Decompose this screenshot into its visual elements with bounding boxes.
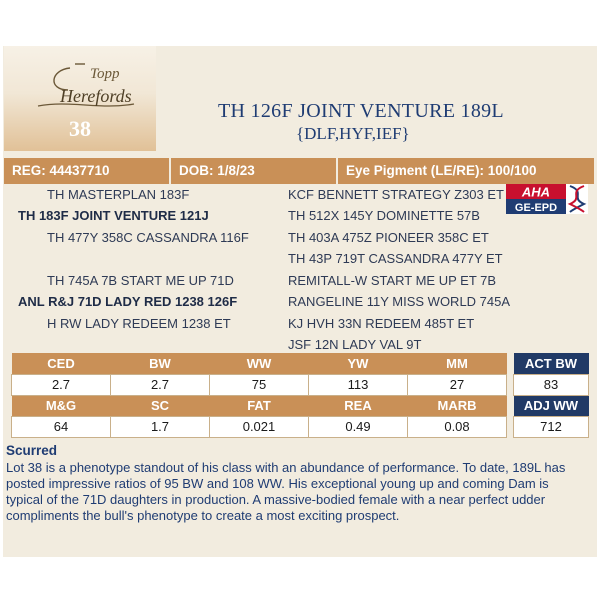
aha-badge-bottom-text: GE-EPD [514,202,558,214]
act-bw-label: ACT BW [514,353,589,374]
aha-ge-epd-badge [506,184,588,214]
date-of-birth: DOB: 1/8/23 [171,158,338,184]
epd-value-cell: 1.7 [111,416,210,437]
epd-header-cell: BW [111,353,210,374]
pedigree-sire: TH 183F JOINT VENTURE 121J [18,208,209,223]
pedigree-dam-dam: H RW LADY REDEEM 1238 ET [47,316,231,331]
act-bw-value: 83 [514,374,589,395]
epd-value-row [12,374,507,395]
epd-header-row [12,395,507,416]
aha-badge-top-text: AHA [521,184,551,200]
polled-status: Scurred [6,443,58,458]
pedigree-dam-sire: TH 745A 7B START ME UP 71D [47,273,234,288]
animal-designations: {DLF,HYF,IEF} [296,124,410,143]
epd-header-cell: WW [210,353,309,374]
epd-value-cell: 0.08 [408,416,507,437]
pedigree-ancestor: TH 43P 719T CASSANDRA 477Y ET [288,251,503,266]
pedigree-dam: ANL R&J 71D LADY RED 1238 126F [18,294,238,309]
adj-ww-value: 712 [514,416,589,437]
epd-header-row [12,353,507,374]
registration-number: REG: 44437710 [4,158,171,184]
epd-header-cell: YW [309,353,408,374]
epd-value-cell: 2.7 [12,374,111,395]
pedigree-ancestor: TH 403A 475Z PIONEER 358C ET [288,230,489,245]
lot-number: 38 [69,116,91,141]
pedigree-sire-sire: TH MASTERPLAN 183F [47,187,190,202]
info-bar [4,158,594,184]
epd-value-cell: 0.021 [210,416,309,437]
epd-header-cell: REA [309,395,408,416]
epd-value-cell: 2.7 [111,374,210,395]
epd-header-cell: SC [111,395,210,416]
pedigree-sire-dam: TH 477Y 358C CASSANDRA 116F [47,230,249,245]
epd-header-cell: MARB [408,395,507,416]
pedigree-ancestor: JSF 12N LADY VAL 9T [288,337,422,352]
epd-value-cell: 27 [408,374,507,395]
pedigree-ancestor: REMITALL-W START ME UP ET 7B [288,273,497,288]
epd-table [11,353,507,438]
adj-ww-label: ADJ WW [514,395,589,416]
epd-value-cell: 0.49 [309,416,408,437]
epd-header-cell: CED [12,353,111,374]
lot-comment: Lot 38 is a phenotype standout of his class with an abundance of performance. To date, 189L has posted impressive ratios of 95 BW and 108 WW. His exceptional young up and coming Dam is typical of the 71D daughters in production. A massive-bodied female with a near perfect udder compliments the bull's phenotype to create a most exciting prospect. [6,460,566,523]
epd-header-cell: MM [408,353,507,374]
epd-header-cell: FAT [210,395,309,416]
topp-herefords-logo: Topp Herefords [30,60,140,112]
animal-name: TH 126F JOINT VENTURE 189L [218,100,504,122]
eye-pigment: Eye Pigment (LE/RE): 100/100 [346,163,537,178]
pedigree-ancestor: RANGELINE 11Y MISS WORLD 745A [288,294,511,309]
actual-weights-table [513,353,589,438]
epd-value-row [12,416,507,437]
pedigree-ancestor: KCF BENNETT STRATEGY Z303 ET [288,187,504,202]
epd-value-cell: 113 [309,374,408,395]
epd-value-cell: 64 [12,416,111,437]
epd-header-cell: M&G [12,395,111,416]
pedigree-ancestor: TH 512X 145Y DOMINETTE 57B [288,208,480,223]
pedigree-ancestor: KJ HVH 33N REDEEM 485T ET [288,316,475,331]
epd-value-cell: 75 [210,374,309,395]
